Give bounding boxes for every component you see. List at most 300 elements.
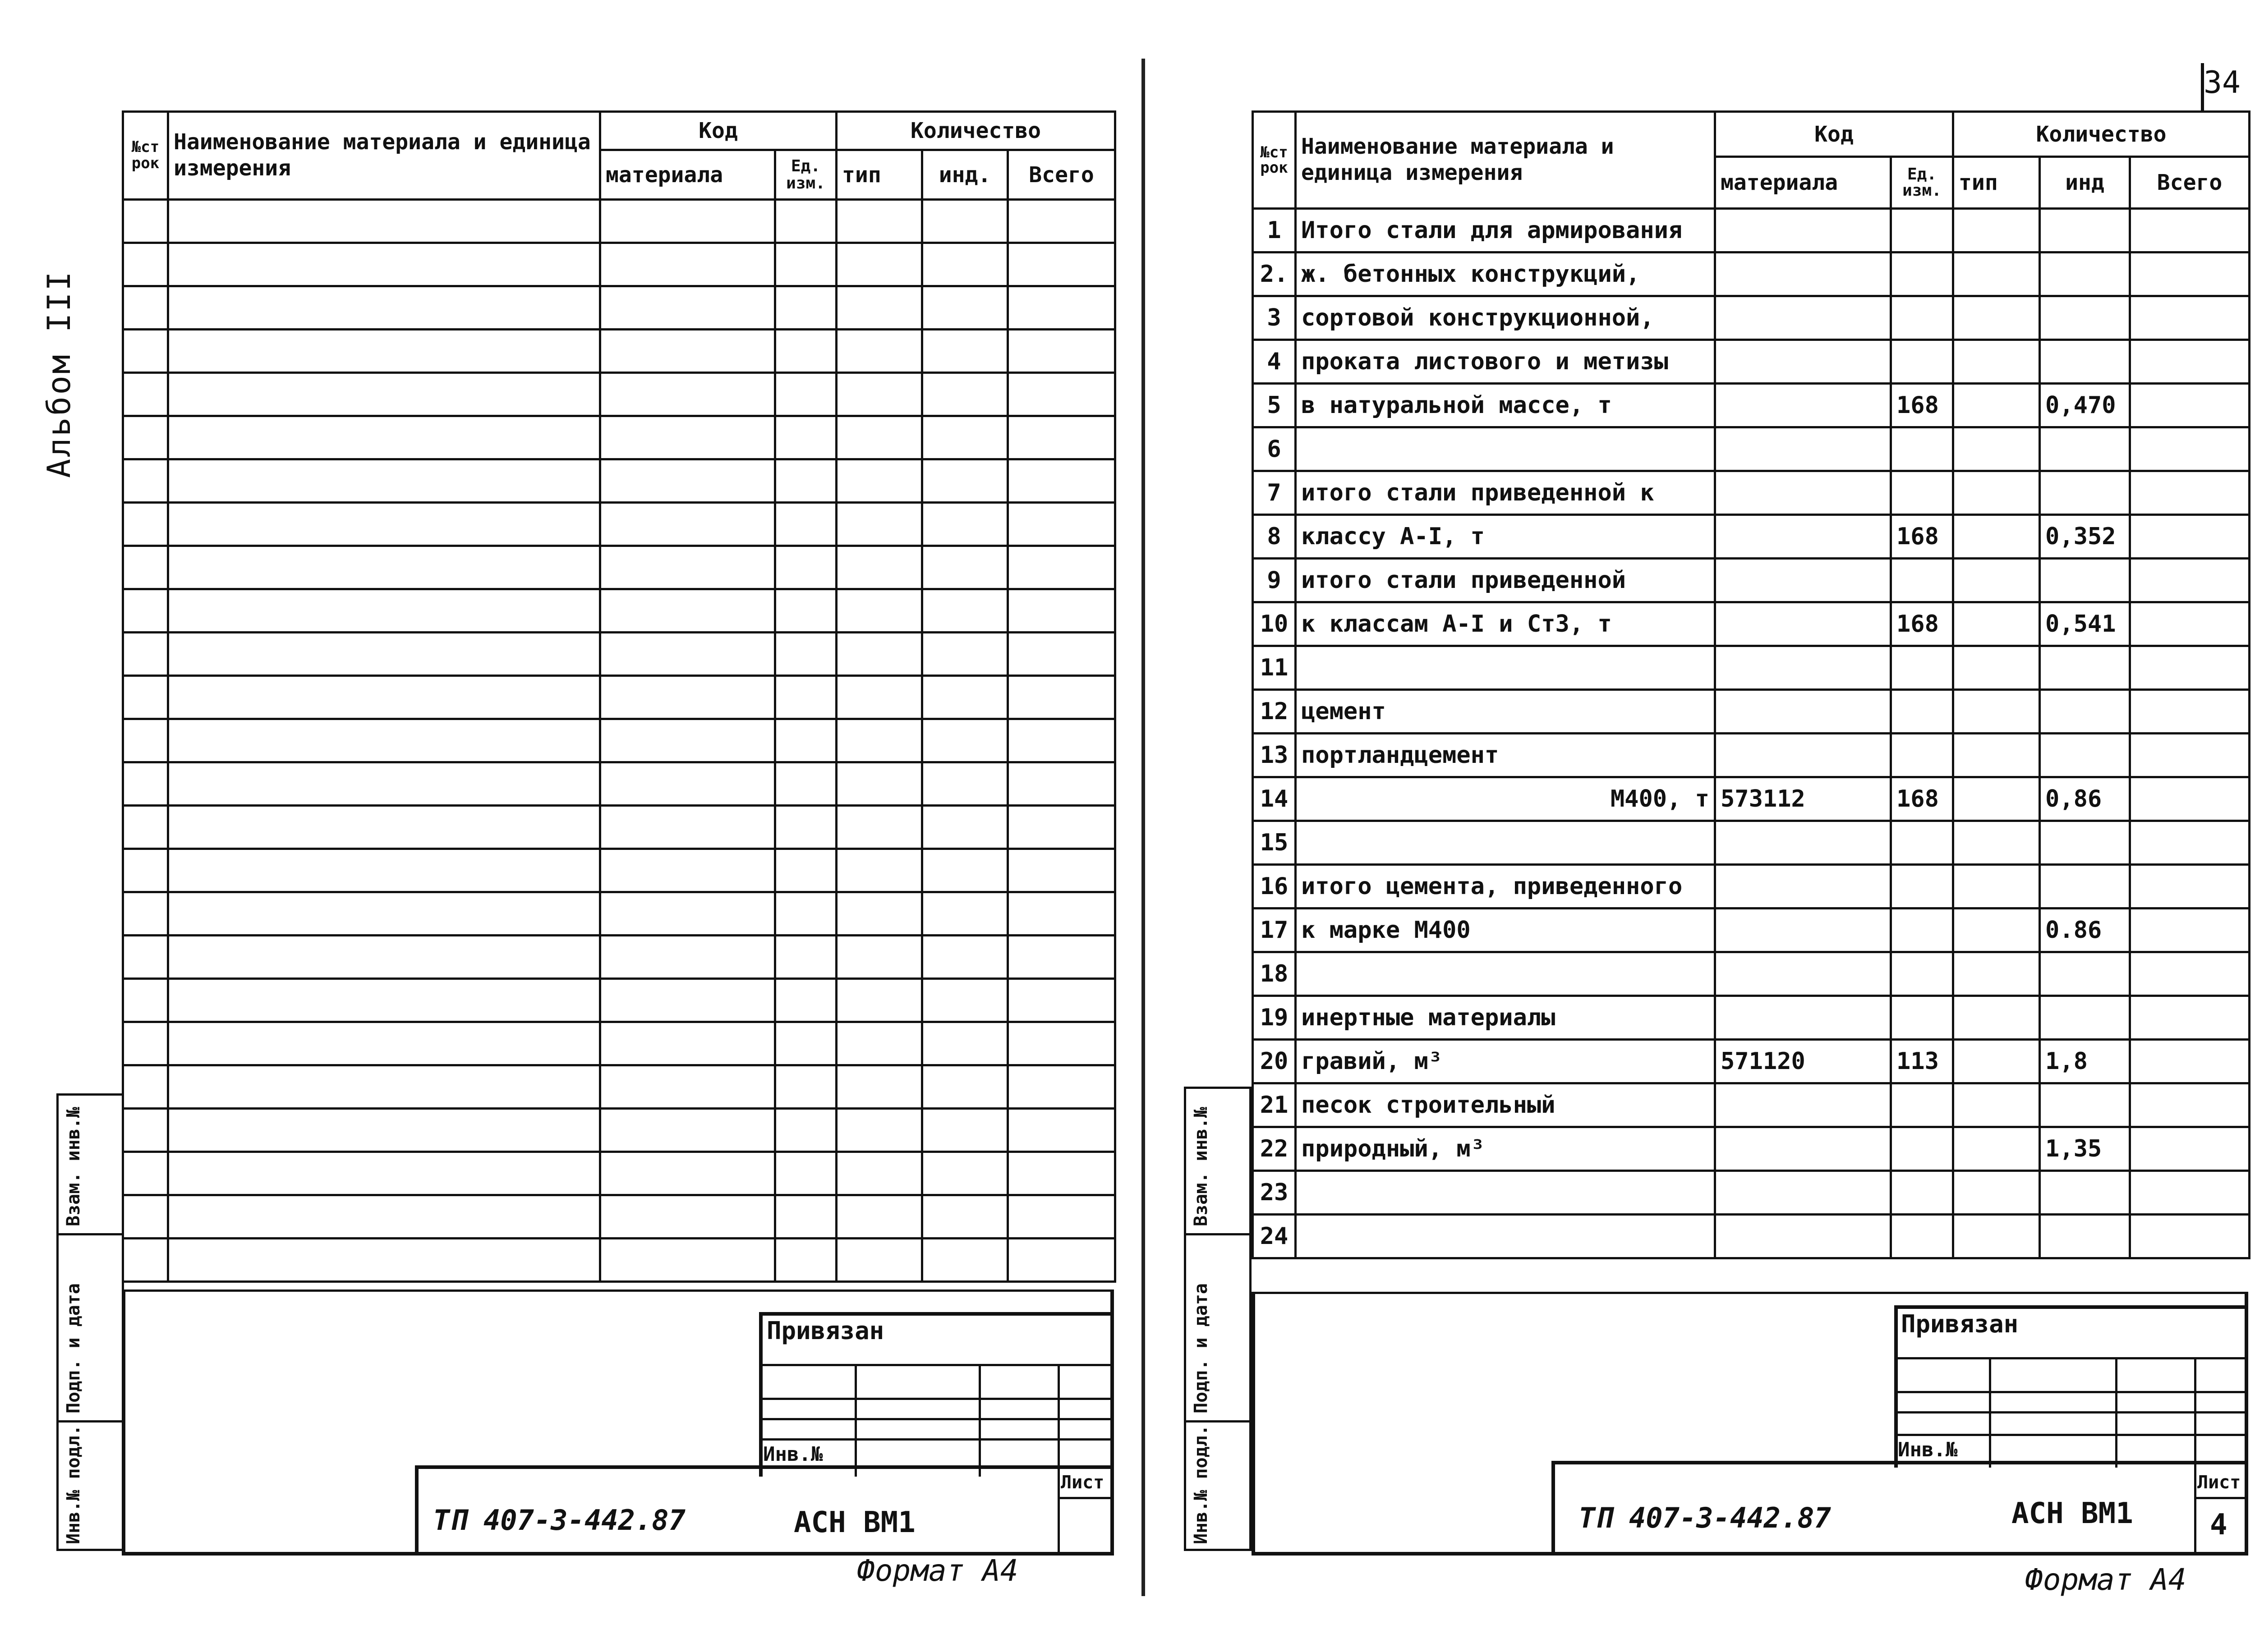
table-cell xyxy=(600,762,775,806)
table-cell xyxy=(600,589,775,633)
material-code xyxy=(1715,1127,1891,1171)
table-cell xyxy=(168,936,600,979)
qty-total xyxy=(2130,1040,2250,1083)
material-code xyxy=(1715,384,1891,427)
header-row-no: №строк xyxy=(123,112,168,200)
row-number: 9 xyxy=(1253,559,1296,602)
left-strip-inv-label: Инв.№ подл. xyxy=(63,1425,84,1544)
qty-typ xyxy=(1953,515,2040,559)
qty-total xyxy=(2130,427,2250,471)
unit-code xyxy=(1891,471,1953,515)
row-number: 12 xyxy=(1253,690,1296,734)
table-cell xyxy=(1008,762,1115,806)
table-row xyxy=(123,589,1115,633)
table-cell xyxy=(123,849,168,892)
table-cell xyxy=(123,1022,168,1065)
table-cell xyxy=(600,806,775,849)
qty-total xyxy=(2130,821,2250,865)
table-cell xyxy=(600,676,775,719)
table-cell xyxy=(168,979,600,1022)
table-cell xyxy=(168,719,600,762)
qty-ind: 0,86 xyxy=(2040,777,2130,821)
material-code xyxy=(1715,296,1891,340)
table-cell xyxy=(775,1152,837,1195)
qty-total xyxy=(2130,865,2250,909)
material-name: итого стали приведенной к xyxy=(1296,471,1715,515)
table-cell xyxy=(168,762,600,806)
left-strip-vzam-label: Взам. инв.№ xyxy=(63,1107,84,1226)
table-cell xyxy=(168,676,600,719)
table-cell xyxy=(123,546,168,589)
table-row xyxy=(123,1109,1115,1152)
header-name: Наименование материала и единица измерения xyxy=(1296,112,1715,209)
table-cell xyxy=(837,1152,922,1195)
qty-total xyxy=(2130,209,2250,252)
table-cell xyxy=(837,459,922,503)
table-cell xyxy=(600,1065,775,1109)
right-stamp-inv-label: Инв.№ xyxy=(1898,1438,1958,1461)
table-row xyxy=(123,1195,1115,1239)
table-cell xyxy=(922,546,1008,589)
table-cell xyxy=(922,243,1008,286)
table-cell xyxy=(168,1022,600,1065)
material-code xyxy=(1715,952,1891,996)
table-cell xyxy=(168,849,600,892)
left-stamp-list-line xyxy=(1058,1497,1114,1499)
table-cell xyxy=(775,892,837,936)
table-cell xyxy=(775,286,837,330)
left-strip-podp-label: Подп. и дата xyxy=(63,1283,84,1413)
material-name: в натуральной массе, т xyxy=(1296,384,1715,427)
table-cell xyxy=(123,1239,168,1282)
unit-code xyxy=(1891,909,1953,952)
table-cell xyxy=(922,892,1008,936)
table-cell xyxy=(775,633,837,676)
table-cell xyxy=(837,719,922,762)
right-stamp-vline-3 xyxy=(2194,1357,2196,1468)
table-row xyxy=(123,936,1115,979)
table-cell xyxy=(123,936,168,979)
row-number: 24 xyxy=(1253,1215,1296,1258)
material-code xyxy=(1715,1171,1891,1215)
table-row xyxy=(1253,909,2250,952)
qty-typ xyxy=(1953,471,2040,515)
material-code: 571120 xyxy=(1715,1040,1891,1083)
table-cell xyxy=(123,503,168,546)
table-cell xyxy=(1008,892,1115,936)
table-row xyxy=(123,849,1115,892)
table-row xyxy=(1253,996,2250,1040)
left-format-label: Формат А4 xyxy=(857,1553,1018,1588)
table-cell xyxy=(922,1022,1008,1065)
table-cell xyxy=(922,1065,1008,1109)
qty-total xyxy=(2130,777,2250,821)
table-cell xyxy=(922,806,1008,849)
header-ind: инд. xyxy=(922,150,1008,200)
qty-ind xyxy=(2040,427,2130,471)
qty-total xyxy=(2130,296,2250,340)
table-cell xyxy=(600,1195,775,1239)
qty-typ xyxy=(1953,952,2040,996)
table-cell xyxy=(123,806,168,849)
left-stamp-list-divider xyxy=(1058,1465,1060,1556)
material-name: портландцемент xyxy=(1296,734,1715,777)
qty-total xyxy=(2130,690,2250,734)
left-stamp-line-4 xyxy=(759,1438,1114,1441)
qty-ind xyxy=(2040,1083,2130,1127)
table-cell xyxy=(168,503,600,546)
row-number: 18 xyxy=(1253,952,1296,996)
row-number: 16 xyxy=(1253,865,1296,909)
header-total: Всего xyxy=(1008,150,1115,200)
unit-code xyxy=(1891,1215,1953,1258)
qty-total xyxy=(2130,471,2250,515)
table-cell xyxy=(123,373,168,416)
material-code: 573112 xyxy=(1715,777,1891,821)
table-cell xyxy=(600,200,775,243)
table-cell xyxy=(837,806,922,849)
left-stamp-line-1 xyxy=(759,1364,1114,1366)
table-cell xyxy=(168,1109,600,1152)
qty-ind xyxy=(2040,1215,2130,1258)
table-cell xyxy=(168,243,600,286)
sheet-divider xyxy=(1141,59,1145,1596)
table-cell xyxy=(1008,1065,1115,1109)
header-material: материала xyxy=(600,150,775,200)
unit-code xyxy=(1891,865,1953,909)
table-cell xyxy=(600,633,775,676)
table-cell xyxy=(775,200,837,243)
material-name: гравий, м³ xyxy=(1296,1040,1715,1083)
table-cell xyxy=(168,459,600,503)
qty-typ xyxy=(1953,1171,2040,1215)
qty-total xyxy=(2130,252,2250,296)
table-cell xyxy=(168,546,600,589)
material-name: Итого стали для армирования xyxy=(1296,209,1715,252)
table-cell xyxy=(123,330,168,373)
qty-typ xyxy=(1953,427,2040,471)
table-cell xyxy=(1008,243,1115,286)
unit-code xyxy=(1891,427,1953,471)
table-cell xyxy=(922,416,1008,459)
material-code xyxy=(1715,690,1891,734)
row-number: 7 xyxy=(1253,471,1296,515)
qty-ind xyxy=(2040,252,2130,296)
table-cell xyxy=(123,1195,168,1239)
table-cell xyxy=(1008,1195,1115,1239)
table-cell xyxy=(837,936,922,979)
table-row xyxy=(1253,821,2250,865)
row-number: 21 xyxy=(1253,1083,1296,1127)
unit-code xyxy=(1891,340,1953,384)
table-cell xyxy=(775,979,837,1022)
row-number: 17 xyxy=(1253,909,1296,952)
header-typ: тип xyxy=(1953,157,2040,209)
qty-ind xyxy=(2040,559,2130,602)
row-number: 4 xyxy=(1253,340,1296,384)
table-cell xyxy=(600,979,775,1022)
material-code xyxy=(1715,471,1891,515)
table-row xyxy=(123,719,1115,762)
row-number: 6 xyxy=(1253,427,1296,471)
table-cell xyxy=(922,503,1008,546)
qty-typ xyxy=(1953,690,2040,734)
table-cell xyxy=(123,979,168,1022)
row-number: 5 xyxy=(1253,384,1296,427)
table-cell xyxy=(837,849,922,892)
header-code-group: Код xyxy=(1715,112,1953,157)
qty-ind xyxy=(2040,296,2130,340)
table-row xyxy=(1253,515,2250,559)
row-number: 1 xyxy=(1253,209,1296,252)
table-cell xyxy=(775,1109,837,1152)
unit-code: 168 xyxy=(1891,384,1953,427)
table-cell xyxy=(837,200,922,243)
table-cell xyxy=(123,200,168,243)
table-cell xyxy=(922,979,1008,1022)
table-cell xyxy=(922,633,1008,676)
table-cell xyxy=(837,1239,922,1282)
qty-total xyxy=(2130,646,2250,690)
table-cell xyxy=(775,546,837,589)
table-cell xyxy=(1008,633,1115,676)
table-cell xyxy=(1008,1239,1115,1282)
right-strip-podp-label: Подп. и дата xyxy=(1191,1283,1211,1413)
qty-ind: 1,8 xyxy=(2040,1040,2130,1083)
left-stamp-privyazan-label: Привязан xyxy=(767,1317,884,1345)
table-cell xyxy=(922,936,1008,979)
unit-code xyxy=(1891,1127,1953,1171)
table-cell xyxy=(837,243,922,286)
table-cell xyxy=(775,719,837,762)
table-cell xyxy=(775,806,837,849)
table-cell xyxy=(600,286,775,330)
table-cell xyxy=(837,633,922,676)
table-cell xyxy=(1008,979,1115,1022)
qty-ind xyxy=(2040,471,2130,515)
table-cell xyxy=(123,416,168,459)
table-row xyxy=(1253,690,2250,734)
table-cell xyxy=(1008,806,1115,849)
qty-typ xyxy=(1953,1215,2040,1258)
material-code xyxy=(1715,734,1891,777)
table-cell xyxy=(600,936,775,979)
unit-code xyxy=(1891,646,1953,690)
qty-total xyxy=(2130,515,2250,559)
table-row xyxy=(123,1022,1115,1065)
table-cell xyxy=(775,1022,837,1065)
header-qty-group: Количество xyxy=(1953,112,2250,157)
material-code xyxy=(1715,865,1891,909)
qty-typ xyxy=(1953,734,2040,777)
table-cell xyxy=(1008,589,1115,633)
unit-code xyxy=(1891,952,1953,996)
table-cell xyxy=(837,1195,922,1239)
qty-total xyxy=(2130,952,2250,996)
material-code xyxy=(1715,821,1891,865)
table-cell xyxy=(922,1109,1008,1152)
table-row xyxy=(123,1065,1115,1109)
unit-code xyxy=(1891,996,1953,1040)
table-cell xyxy=(123,459,168,503)
qty-total xyxy=(2130,1083,2250,1127)
qty-typ xyxy=(1953,821,2040,865)
table-cell xyxy=(168,330,600,373)
left-stamp-line-3 xyxy=(759,1418,1114,1420)
table-cell xyxy=(922,719,1008,762)
right-format-label: Формат А4 xyxy=(2025,1562,2186,1597)
qty-typ xyxy=(1953,602,2040,646)
table-row xyxy=(123,503,1115,546)
table-cell xyxy=(123,286,168,330)
table-row xyxy=(123,762,1115,806)
table-row xyxy=(1253,1083,2250,1127)
table-row xyxy=(123,200,1115,243)
qty-typ xyxy=(1953,865,2040,909)
qty-typ xyxy=(1953,646,2040,690)
unit-code xyxy=(1891,559,1953,602)
left-stamp-line-2 xyxy=(759,1398,1114,1400)
table-row xyxy=(1253,471,2250,515)
table-row xyxy=(1253,1215,2250,1258)
qty-ind: 0,470 xyxy=(2040,384,2130,427)
unit-code: 113 xyxy=(1891,1040,1953,1083)
table-cell xyxy=(1008,416,1115,459)
row-number: 14 xyxy=(1253,777,1296,821)
qty-ind xyxy=(2040,996,2130,1040)
unit-code: 168 xyxy=(1891,602,1953,646)
qty-total xyxy=(2130,1171,2250,1215)
right-stamp-vline-1 xyxy=(1989,1357,1991,1468)
table-row xyxy=(1253,252,2250,296)
material-code xyxy=(1715,427,1891,471)
table-cell xyxy=(775,503,837,546)
table-cell xyxy=(837,1065,922,1109)
table-cell xyxy=(775,243,837,286)
table-cell xyxy=(600,503,775,546)
table-cell xyxy=(837,416,922,459)
qty-total xyxy=(2130,602,2250,646)
material-code xyxy=(1715,646,1891,690)
table-cell xyxy=(837,762,922,806)
qty-ind xyxy=(2040,821,2130,865)
table-cell xyxy=(123,589,168,633)
table-cell xyxy=(168,1152,600,1195)
table-cell xyxy=(922,1195,1008,1239)
row-number: 8 xyxy=(1253,515,1296,559)
table-cell xyxy=(123,676,168,719)
row-number: 13 xyxy=(1253,734,1296,777)
table-cell xyxy=(600,330,775,373)
unit-code xyxy=(1891,734,1953,777)
header-unit: Ед. изм. xyxy=(1891,157,1953,209)
table-cell xyxy=(922,330,1008,373)
header-qty-group: Количество xyxy=(837,112,1115,150)
table-cell xyxy=(123,1109,168,1152)
table-cell xyxy=(922,589,1008,633)
table-cell xyxy=(123,633,168,676)
qty-total xyxy=(2130,340,2250,384)
qty-ind xyxy=(2040,209,2130,252)
left-stamp-doc-code: ТП 407-3-442.87 xyxy=(433,1504,686,1537)
material-name: инертные материалы xyxy=(1296,996,1715,1040)
header-total: Всего xyxy=(2130,157,2250,209)
table-cell xyxy=(1008,459,1115,503)
table-row xyxy=(1253,1127,2250,1171)
table-cell xyxy=(837,676,922,719)
qty-ind xyxy=(2040,646,2130,690)
material-name: итого стали приведенной xyxy=(1296,559,1715,602)
row-number: 20 xyxy=(1253,1040,1296,1083)
qty-total xyxy=(2130,909,2250,952)
header-typ: тип xyxy=(837,150,922,200)
qty-typ xyxy=(1953,1083,2040,1127)
header-code-group: Код xyxy=(600,112,837,150)
right-materials-table xyxy=(1252,110,2250,1259)
table-cell xyxy=(123,243,168,286)
material-code xyxy=(1715,209,1891,252)
table-cell xyxy=(775,849,837,892)
unit-code xyxy=(1891,296,1953,340)
table-cell xyxy=(775,1065,837,1109)
material-code xyxy=(1715,340,1891,384)
table-cell xyxy=(168,416,600,459)
table-row xyxy=(1253,209,2250,252)
material-code xyxy=(1715,909,1891,952)
material-code xyxy=(1715,1215,1891,1258)
table-cell xyxy=(168,633,600,676)
table-cell xyxy=(600,243,775,286)
table-row xyxy=(123,459,1115,503)
qty-total xyxy=(2130,1127,2250,1171)
table-cell xyxy=(775,589,837,633)
material-name: к марке М400 xyxy=(1296,909,1715,952)
qty-ind: 0,352 xyxy=(2040,515,2130,559)
table-cell xyxy=(775,1239,837,1282)
table-row xyxy=(1253,952,2250,996)
qty-typ xyxy=(1953,296,2040,340)
right-stamp-list-line xyxy=(2194,1497,2248,1499)
material-name xyxy=(1296,821,1715,865)
table-cell xyxy=(168,1239,600,1282)
material-name: сортовой конструкционной, xyxy=(1296,296,1715,340)
unit-code xyxy=(1891,252,1953,296)
left-stamp-inv-label: Инв.№ xyxy=(763,1443,823,1466)
material-code xyxy=(1715,559,1891,602)
table-cell xyxy=(1008,330,1115,373)
qty-ind xyxy=(2040,1171,2130,1215)
material-name: ж. бетонных конструкций, xyxy=(1296,252,1715,296)
table-row xyxy=(1253,646,2250,690)
table-cell xyxy=(922,849,1008,892)
right-stamp-list-value: 4 xyxy=(2210,1508,2227,1542)
table-row xyxy=(1253,734,2250,777)
table-row xyxy=(1253,559,2250,602)
table-row xyxy=(123,1152,1115,1195)
material-name: песок строительный xyxy=(1296,1083,1715,1127)
row-number: 22 xyxy=(1253,1127,1296,1171)
material-name: к классам А-I и Ст3, т xyxy=(1296,602,1715,646)
table-cell xyxy=(1008,200,1115,243)
row-number: 3 xyxy=(1253,296,1296,340)
table-cell xyxy=(775,330,837,373)
header-material: материала xyxy=(1715,157,1891,209)
qty-ind xyxy=(2040,734,2130,777)
table-cell xyxy=(922,373,1008,416)
table-row xyxy=(123,243,1115,286)
material-code xyxy=(1715,252,1891,296)
qty-ind: 0,541 xyxy=(2040,602,2130,646)
